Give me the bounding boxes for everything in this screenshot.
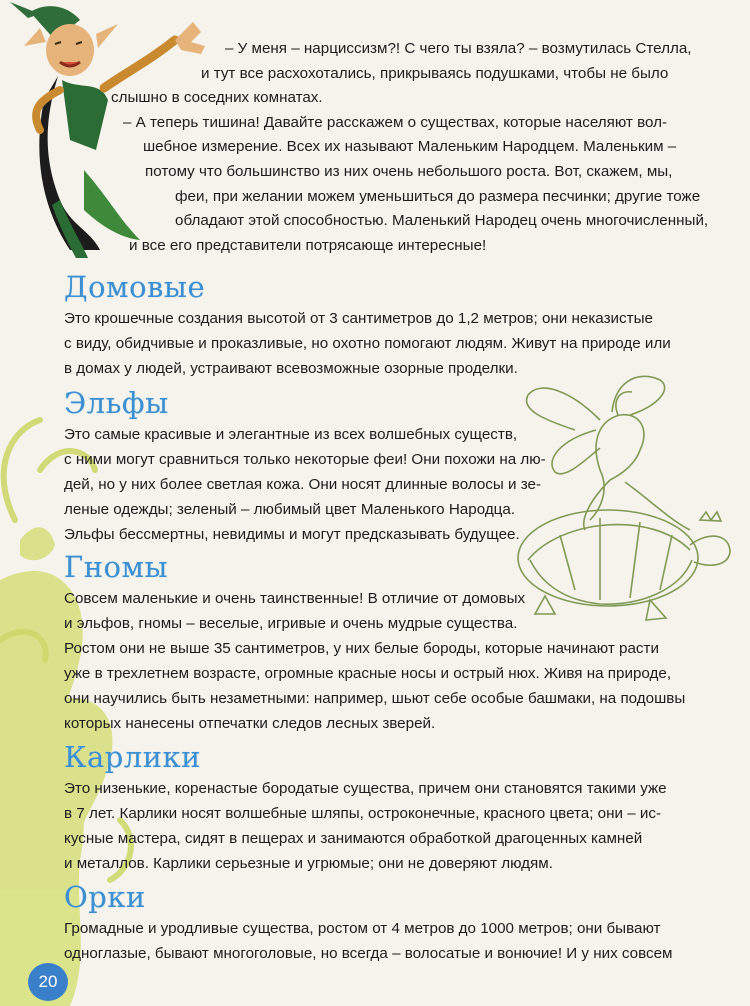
section-domovye xyxy=(64,270,694,381)
section-elfy xyxy=(64,386,694,547)
intro-line: шебное измерение. Всех их называют Маленьким Народцем. Маленьким – xyxy=(143,138,677,156)
body-line: и эльфов, гномы – веселые, игривые и очень мудрые существа. xyxy=(64,615,518,632)
section-title: Карлики xyxy=(64,740,202,774)
body-line: в домах у людей, устраивают всевозможные озорные проделки. xyxy=(64,360,518,377)
body-line: одноглазые, бывают многоголовые, но всегда – волосатые и вонючие! И у них совсем xyxy=(64,945,673,962)
body-line: уже в трехлетнем возрасте, огромные красные носы и острый нюх. Живя на природе, xyxy=(64,665,672,682)
body-line: Это крошечные создания высотой от 3 сантиметров до 1,2 метров; они неказистые xyxy=(64,310,653,327)
body-line: которых нанесены отпечатки следов лесных зверей. xyxy=(64,715,436,732)
section-gnomy xyxy=(64,550,694,736)
section-karliki xyxy=(64,740,694,876)
section-title: Домовые xyxy=(64,270,206,304)
section-body xyxy=(64,306,694,381)
body-line: с виду, обидчивые и проказливые, но охотно помогают людям. Живут на природе или xyxy=(64,335,671,352)
section-title: Орки xyxy=(64,880,146,914)
section-title: Эльфы xyxy=(64,386,169,420)
body-line: кусные мастера, сидят в пещерах и занимаются обработкой драгоценных камней xyxy=(64,830,643,847)
body-line: леные одежды; зеленый – любимый цвет Маленького Народца. xyxy=(64,501,516,518)
intro-line: обладают этой способностью. Маленький Народец очень многочисленный, xyxy=(175,212,709,230)
intro-line: – У меня – нарциссизм?! С чего ты взяла? – возмутилась Стелла, xyxy=(225,40,692,57)
intro-line: и все его представители потрясающе интересные! xyxy=(129,236,487,254)
body-line: с ними могут сравниться только некоторые феи! Они похожи на лю- xyxy=(64,451,546,468)
body-line: и металлов. Карлики серьезные и угрюмые; они не доверяют людям. xyxy=(64,855,553,872)
page-number: 20 xyxy=(28,963,68,1001)
intro-text xyxy=(95,37,709,258)
intro-line: и тут все расхохотались, прикрываясь подушками, чтобы не было xyxy=(201,64,669,82)
section-title: Гномы xyxy=(64,550,169,584)
body-line: они научились быть незаметными: например, шьют себе особые башмаки, на подошвы xyxy=(64,690,686,707)
body-line: Совсем маленькие и очень таинственные! В отличие от домовых xyxy=(64,590,526,607)
body-line: дей, но у них более светлая кожа. Они носят длинные волосы и зе- xyxy=(64,476,542,493)
section-body xyxy=(64,422,694,547)
section-body xyxy=(64,776,694,876)
body-line: Громадные и уродливые существа, ростом от 4 метров до 1000 метров; они бывают xyxy=(64,920,661,937)
intro-line: слышно в соседних комнатах. xyxy=(111,89,323,107)
intro-line: феи, при желании можем уменьшиться до размера песчинки; другие тоже xyxy=(175,187,701,205)
section-body xyxy=(64,586,694,736)
body-line: Ростом они не выше 35 сантиметров, у них белые бороды, которые начинают расти xyxy=(64,640,659,657)
body-line: Это низенькие, коренастые бородатые существа, причем они становятся такими уже xyxy=(64,780,667,797)
body-line: в 7 лет. Карлики носят волшебные шляпы, остроконечные, красного цвета; они – ис- xyxy=(64,805,662,822)
section-body xyxy=(64,916,694,966)
body-line: Это самые красивые и элегантные из всех волшебных существ, xyxy=(64,426,518,443)
intro-line: потому что большинство из них очень небольшого роста. Вот, скажем, мы, xyxy=(145,162,673,180)
intro-line: – А теперь тишина! Давайте расскажем о существах, которые населяют вол- xyxy=(123,113,668,131)
body-line: Эльфы бессмертны, невидимы и могут предсказывать будущее. xyxy=(64,526,520,543)
section-orki xyxy=(64,880,694,966)
